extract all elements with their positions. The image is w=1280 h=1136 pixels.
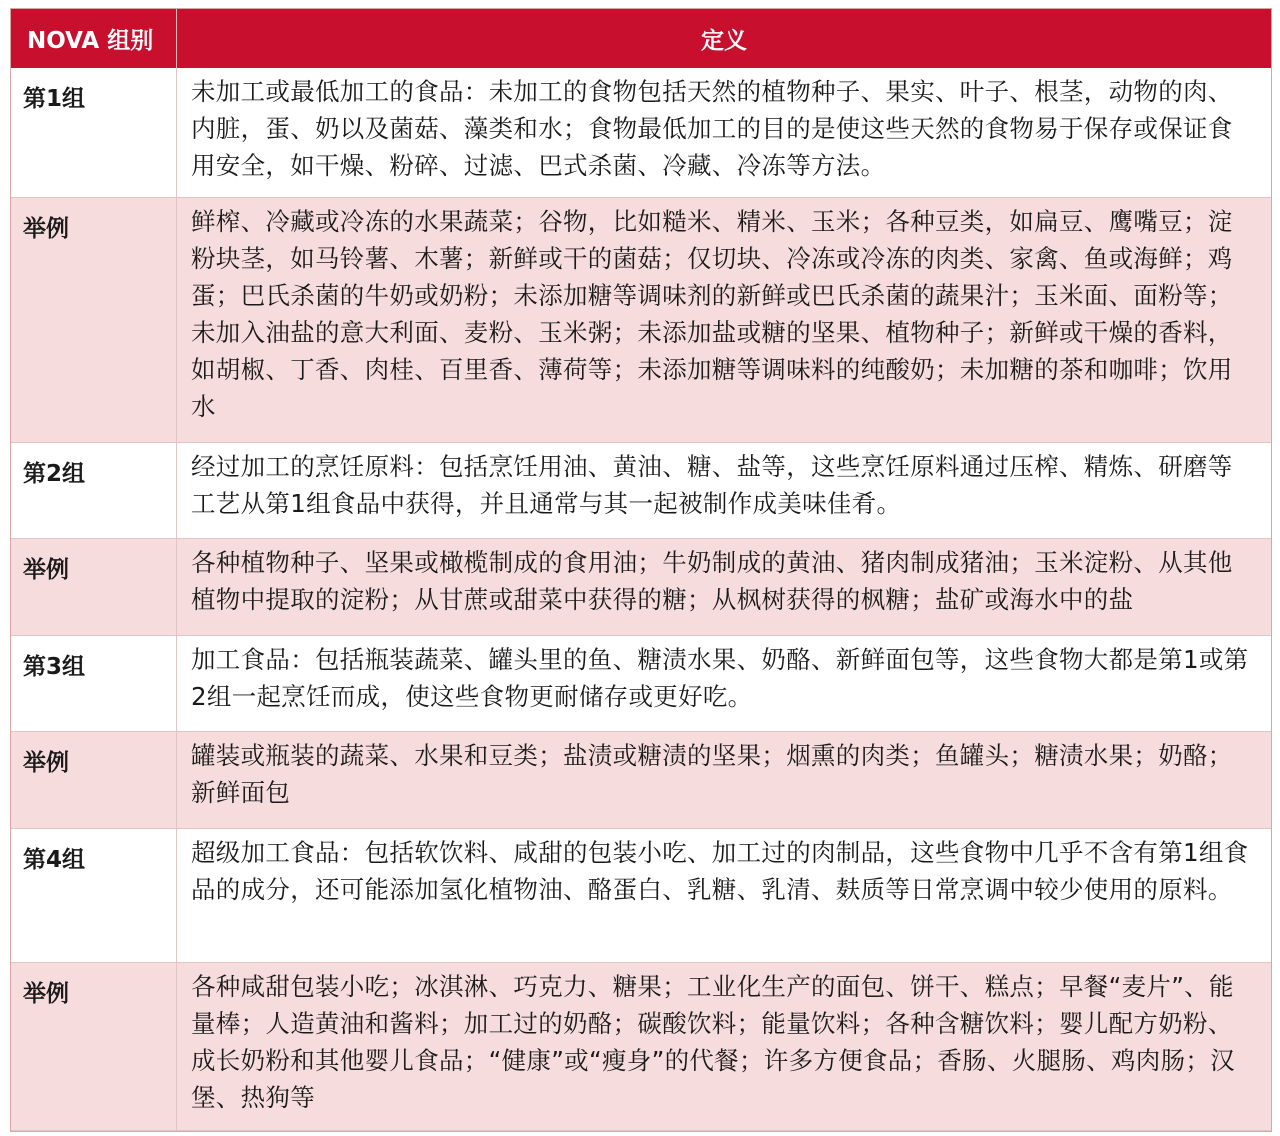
row-label-example-1: 举例 [11,198,177,443]
row-text-group-4: 超级加工食品：包括软饮料、咸甜的包装小吃、加工过的肉制品，这些食物中几乎不含有第1组食品的成分，还可能添加氢化植物油、酪蛋白、乳糖、乳清、麸质等日常烹调中较少使用的原料。 [177,829,1271,963]
row-text-example-3: 罐装或瓶装的蔬菜、水果和豆类；盐渍或糖渍的坚果；烟熏的肉类；鱼罐头；糖渍水果；奶酪；新鲜面包 [177,732,1271,829]
header-group: NOVA 组别 [11,9,177,68]
row-text-group-1: 未加工或最低加工的食品：未加工的食物包括天然的植物种子、果实、叶子、根茎，动物的肉、内脏，蛋、奶以及菌菇、藻类和水；食物最低加工的目的是使这些天然的食物易于保存或保证食用安全，如干燥、粉碎、过滤、巴式杀菌、冷藏、冷冻等方法。 [177,68,1271,198]
header-definition: 定义 [177,9,1271,68]
nova-classification-table [10,8,1272,1132]
row-text-example-1: 鲜榨、冷藏或冷冻的水果蔬菜；谷物，比如糙米、精米、玉米；各种豆类，如扁豆、鹰嘴豆；淀粉块茎，如马铃薯、木薯；新鲜或干的菌菇；仅切块、冷冻或冷冻的肉类、家禽、鱼或海鲜；鸡蛋；巴氏杀菌的牛奶或奶粉；未添加糖等调味剂的新鲜或巴氏杀菌的蔬果汁；玉米面、面粉等；未加入油盐的意大利面、麦粉、玉米粥；未添加盐或糖的坚果、植物种子；新鲜或干燥的香料，如胡椒、丁香、肉桂、百里香、薄荷等；未添加糖等调味料的纯酸奶；未加糖的茶和咖啡；饮用水 [177,198,1271,443]
row-label-example-2: 举例 [11,539,177,636]
row-text-example-4: 各种咸甜包装小吃；冰淇淋、巧克力、糖果；工业化生产的面包、饼干、糕点；早餐“麦片”、能量棒；人造黄油和酱料；加工过的奶酪；碳酸饮料；能量饮料；各种含糖饮料；婴儿配方奶粉、成长奶粉和其他婴儿食品；“健康”或“瘦身”的代餐；许多方便食品；香肠、火腿肠、鸡肉肠；汉堡、热狗等 [177,963,1271,1131]
row-text-example-2: 各种植物种子、坚果或橄榄制成的食用油；牛奶制成的黄油、猪肉制成猪油；玉米淀粉、从其他植物中提取的淀粉；从甘蔗或甜菜中获得的糖；从枫树获得的枫糖；盐矿或海水中的盐 [177,539,1271,636]
row-label-group-1: 第1组 [11,68,177,198]
row-label-example-4: 举例 [11,963,177,1131]
row-label-example-3: 举例 [11,732,177,829]
row-label-group-4: 第4组 [11,829,177,963]
row-label-group-2: 第2组 [11,443,177,539]
row-text-group-3: 加工食品：包括瓶装蔬菜、罐头里的鱼、糖渍水果、奶酪、新鲜面包等，这些食物大都是第1或第2组一起烹饪而成，使这些食物更耐储存或更好吃。 [177,636,1271,732]
row-label-group-3: 第3组 [11,636,177,732]
row-text-group-2: 经过加工的烹饪原料：包括烹饪用油、黄油、糖、盐等，这些烹饪原料通过压榨、精炼、研磨等工艺从第1组食品中获得，并且通常与其一起被制作成美味佳肴。 [177,443,1271,539]
